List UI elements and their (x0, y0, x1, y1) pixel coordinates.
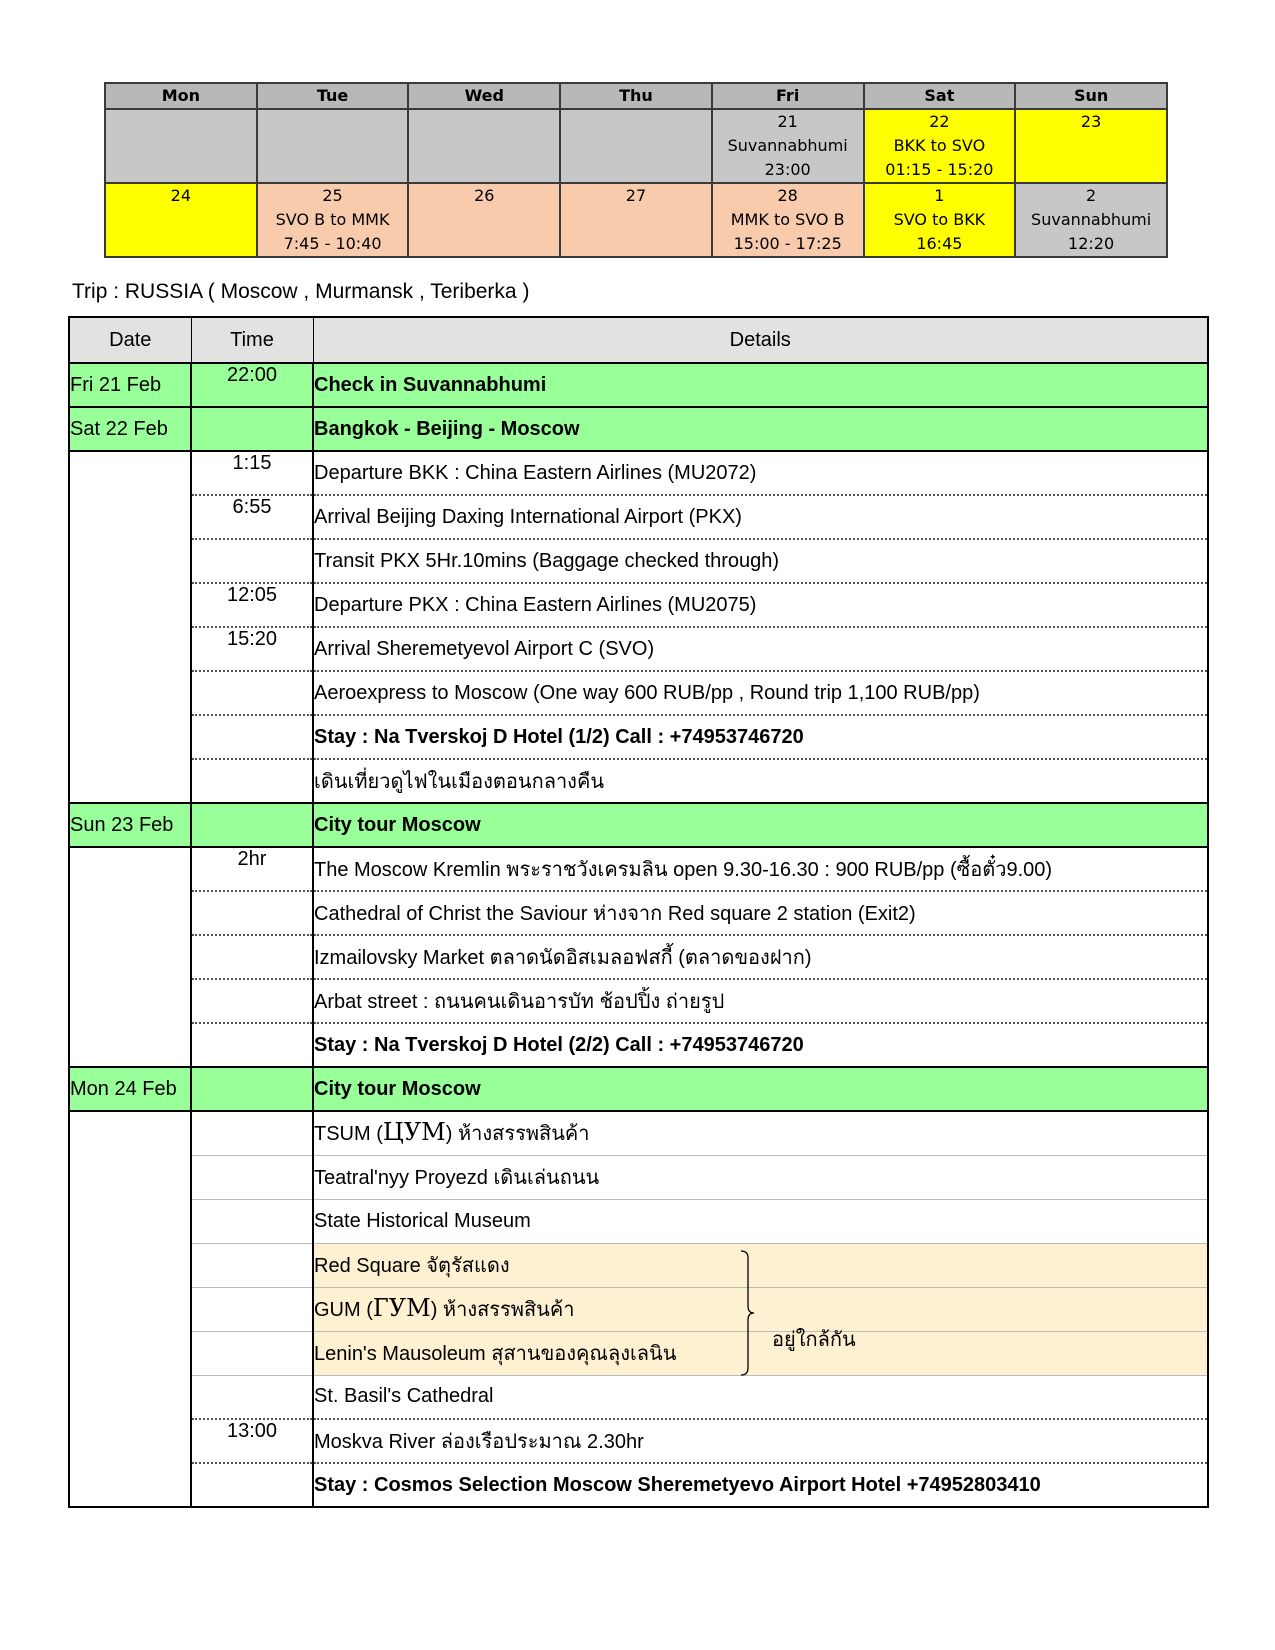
detail-cell: Cathedral of Christ the Saviour ห่างจาก Red square 2 station (Exit2) (313, 891, 1208, 935)
time-cell (191, 1287, 313, 1331)
detail-cell: Aeroexpress to Moscow (One way 600 RUB/pp , Round trip 1,100 RUB/pp) (313, 671, 1208, 715)
calendar-day-note: 12:20 (1015, 232, 1167, 257)
itinerary-row (69, 671, 1208, 715)
calendar-day-number (257, 109, 409, 134)
calendar-day-number (105, 109, 257, 134)
day-header-row (69, 363, 1208, 407)
itinerary-row (69, 759, 1208, 803)
detail-cell: Check in Suvannabhumi (313, 363, 1208, 407)
itinerary-row (69, 1375, 1208, 1419)
detail-cell (313, 1111, 1208, 1155)
itinerary-row (69, 1023, 1208, 1067)
weekday-wed: Wed (408, 83, 560, 109)
time-cell (191, 803, 313, 847)
date-cell: Mon 24 Feb (69, 1067, 191, 1111)
calendar-day-number: 1 (864, 183, 1016, 208)
calendar-day-number (408, 109, 560, 134)
itinerary-row (69, 715, 1208, 759)
calendar-day-note (560, 134, 712, 158)
detail-cell: Stay : Cosmos Selection Moscow Sheremetyevo Airport Hotel +74952803410 (313, 1463, 1208, 1507)
calendar-day-note: SVO B to MMK (257, 208, 409, 232)
time-cell: 22:00 (191, 363, 313, 407)
detail-cell: Stay : Na Tverskoj D Hotel (1/2) Call : +74953746720 (313, 715, 1208, 759)
time-cell (191, 1111, 313, 1155)
day-header-row (69, 803, 1208, 847)
detail-cell: Lenin's Mausoleum สุสานของคุณลุงเลนิน (313, 1331, 1208, 1375)
itinerary-row (69, 1111, 1208, 1155)
trip-title: Trip : RUSSIA ( Moscow , Murmansk , Teriberka ) (72, 280, 530, 303)
calendar-day-number: 25 (257, 183, 409, 208)
itinerary-row (69, 1199, 1208, 1243)
itinerary-row (69, 1331, 1208, 1375)
calendar-day-note: Suvannabhumi (712, 134, 864, 158)
detail-cell: Bangkok - Beijing - Moscow (313, 407, 1208, 451)
time-cell: 2hr (191, 847, 313, 891)
calendar-day-note: 15:00 - 17:25 (712, 232, 864, 257)
calendar-day-note (105, 232, 257, 257)
weekday-thu: Thu (560, 83, 712, 109)
itinerary-row (69, 891, 1208, 935)
detail-cell: City tour Moscow (313, 803, 1208, 847)
detail-text: GUM ( (314, 1299, 373, 1321)
time-cell (191, 979, 313, 1023)
detail-cell: Transit PKX 5Hr.10mins (Baggage checked through) (313, 539, 1208, 583)
detail-text: ) ห้างสรรพสินค้า (445, 1123, 590, 1146)
calendar-day-note (1015, 134, 1167, 158)
itinerary-row (69, 451, 1208, 495)
calendar-day-note: 01:15 - 15:20 (864, 158, 1016, 183)
weekday-sun: Sun (1015, 83, 1167, 109)
itinerary-row (69, 1287, 1208, 1331)
calendar-week-row (105, 109, 1167, 134)
detail-text: ) ห้างสรรพสินค้า (430, 1299, 575, 1321)
calendar-day-note: 16:45 (864, 232, 1016, 257)
cyrillic-name: ЦУМ (382, 1118, 446, 1147)
calendar-day-number: 24 (105, 183, 257, 208)
calendar-day-note: 23:00 (712, 158, 864, 183)
detail-cell: St. Basil's Cathedral (313, 1375, 1208, 1419)
date-cell-empty (69, 451, 191, 803)
calendar-day-note (408, 134, 560, 158)
time-cell (191, 1199, 313, 1243)
time-cell (191, 935, 313, 979)
itinerary-row (69, 627, 1208, 671)
time-cell (191, 1331, 313, 1375)
calendar-day-note (257, 134, 409, 158)
calendar-week-row (105, 134, 1167, 158)
itinerary-row (69, 495, 1208, 539)
detail-cell: City tour Moscow (313, 1067, 1208, 1111)
calendar-day-note (408, 158, 560, 183)
itinerary-row (69, 847, 1208, 891)
detail-cell: State Historical Museum (313, 1199, 1208, 1243)
weekday-tue: Tue (257, 83, 409, 109)
weekday-sat: Sat (864, 83, 1016, 109)
time-cell: 1:15 (191, 451, 313, 495)
calendar-day-note (408, 208, 560, 232)
itinerary-row (69, 979, 1208, 1023)
time-cell: 6:55 (191, 495, 313, 539)
calendar-day-note (105, 158, 257, 183)
itinerary-row (69, 539, 1208, 583)
calendar-day-note: Suvannabhumi (1015, 208, 1167, 232)
date-cell: Sun 23 Feb (69, 803, 191, 847)
calendar-day-note (257, 158, 409, 183)
calendar-day-number (560, 109, 712, 134)
calendar-day-note (1015, 158, 1167, 183)
detail-text: TSUM ( (314, 1123, 383, 1146)
calendar-day-number: 2 (1015, 183, 1167, 208)
time-cell (191, 1023, 313, 1067)
time-cell (191, 759, 313, 803)
cyrillic-name: ГУМ (372, 1294, 431, 1322)
weekday-fri: Fri (712, 83, 864, 109)
group-bracket (740, 1250, 754, 1376)
calendar-day-note (560, 208, 712, 232)
calendar-header-row (105, 83, 1167, 109)
time-cell: 15:20 (191, 627, 313, 671)
calendar-day-number: 26 (408, 183, 560, 208)
calendar-day-number: 28 (712, 183, 864, 208)
date-cell: Fri 21 Feb (69, 363, 191, 407)
time-cell (191, 539, 313, 583)
date-cell: Sat 22 Feb (69, 407, 191, 451)
time-cell (191, 1375, 313, 1419)
detail-cell: Red Square จัตุรัสแดง (313, 1243, 1208, 1287)
calendar-week-row (105, 158, 1167, 183)
detail-cell: Teatral'nyy Proyezd เดินเล่นถนน (313, 1155, 1208, 1199)
detail-cell (313, 1287, 1208, 1331)
time-cell: 12:05 (191, 583, 313, 627)
itinerary-header-row (69, 317, 1208, 363)
date-cell-empty (69, 1111, 191, 1507)
detail-cell: Stay : Na Tverskoj D Hotel (2/2) Call : +74953746720 (313, 1023, 1208, 1067)
calendar-day-note (105, 208, 257, 232)
day-header-row (69, 407, 1208, 451)
time-cell (191, 715, 313, 759)
calendar-day-number: 22 (864, 109, 1016, 134)
itinerary-row (69, 1155, 1208, 1199)
time-cell: 13:00 (191, 1419, 313, 1463)
calendar-day-number: 21 (712, 109, 864, 134)
itinerary-table (68, 316, 1209, 1508)
group-note: อยู่ใกล้กัน (772, 1329, 856, 1351)
time-cell (191, 1067, 313, 1111)
date-cell-empty (69, 847, 191, 1067)
calendar-day-note (560, 232, 712, 257)
detail-cell: เดินเที่ยวดูไฟในเมืองตอนกลางคืน (313, 759, 1208, 803)
detail-cell: Departure PKX : China Eastern Airlines (MU2075) (313, 583, 1208, 627)
detail-cell: Arrival Beijing Daxing International Airport (PKX) (313, 495, 1208, 539)
calendar-day-note: MMK to SVO B (712, 208, 864, 232)
detail-cell: The Moscow Kremlin พระราชวังเครมลิน open 9.30-16.30 : 900 RUB/pp (ซื้อตั๋ว9.00) (313, 847, 1208, 891)
time-cell (191, 1463, 313, 1507)
time-cell (191, 1243, 313, 1287)
day-header-row (69, 1067, 1208, 1111)
calendar-week-row (105, 208, 1167, 232)
itinerary-row (69, 583, 1208, 627)
detail-cell: Arrival Sheremetyevol Airport C (SVO) (313, 627, 1208, 671)
detail-cell: Departure BKK : China Eastern Airlines (MU2072) (313, 451, 1208, 495)
calendar-day-number: 27 (560, 183, 712, 208)
calendar-day-number: 23 (1015, 109, 1167, 134)
weekday-mon: Mon (105, 83, 257, 109)
calendar-day-note (408, 232, 560, 257)
calendar-grid (104, 82, 1168, 258)
calendar-day-note: 7:45 - 10:40 (257, 232, 409, 257)
time-cell (191, 671, 313, 715)
details-column-header: Details (313, 317, 1208, 363)
calendar-week-row (105, 183, 1167, 208)
calendar-week-row (105, 232, 1167, 257)
calendar-day-note (105, 134, 257, 158)
detail-cell: Arbat street : ถนนคนเดินอารบัท ช้อปปิ้ง ถ่ายรูป (313, 979, 1208, 1023)
time-cell (191, 891, 313, 935)
time-column-header: Time (191, 317, 313, 363)
itinerary-row (69, 1243, 1208, 1287)
itinerary-row (69, 1463, 1208, 1507)
time-cell (191, 407, 313, 451)
time-cell (191, 1155, 313, 1199)
detail-cell: Moskva River ล่องเรือประมาณ 2.30hr (313, 1419, 1208, 1463)
calendar-day-note (560, 158, 712, 183)
detail-cell: Izmailovsky Market ตลาดนัดอิสเมลอฟสกี้ (ตลาดของฝาก) (313, 935, 1208, 979)
itinerary-row (69, 1419, 1208, 1463)
calendar-day-note: SVO to BKK (864, 208, 1016, 232)
date-column-header: Date (69, 317, 191, 363)
calendar-day-note: BKK to SVO (864, 134, 1016, 158)
itinerary-row (69, 935, 1208, 979)
